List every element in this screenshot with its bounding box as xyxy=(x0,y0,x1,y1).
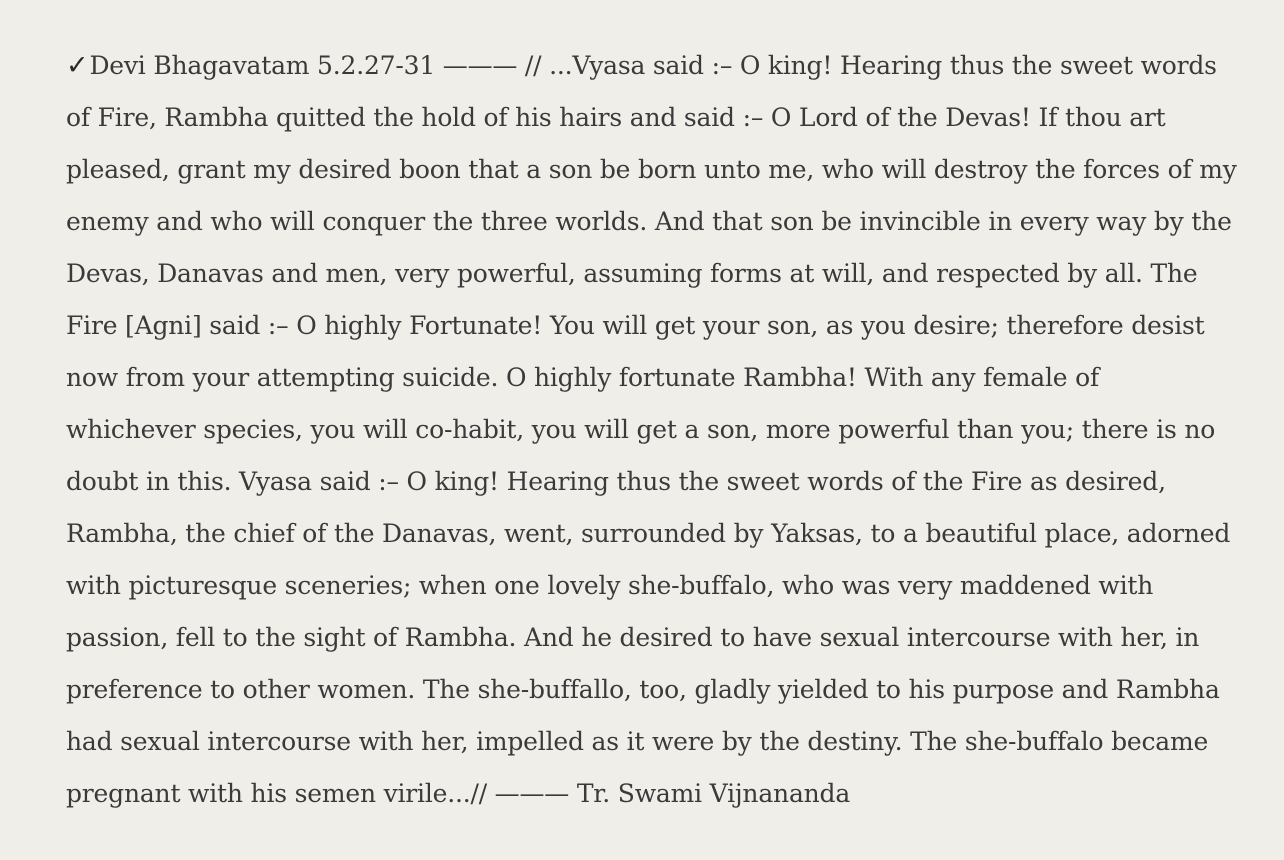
passage-line: with picturesque sceneries; when one lovely she-buffalo, who was very maddened with xyxy=(66,571,1154,600)
passage-line: pregnant with his semen virile...// ——— Tr. Swami Vijnananda xyxy=(66,779,851,808)
passage-line: of Fire, Rambha quitted the hold of his hairs and said :– O Lord of the Devas! If thou art xyxy=(66,103,1166,132)
quoted-passage xyxy=(66,40,1254,820)
passage-line: Rambha, the chief of the Danavas, went, surrounded by Yaksas, to a beautiful place, adorned xyxy=(66,519,1231,548)
passage-line xyxy=(66,40,1254,92)
passage-line: pleased, grant my desired boon that a son be born unto me, who will destroy the forces of my xyxy=(66,155,1237,184)
check-icon: ✓ xyxy=(66,50,89,81)
passage-line: enemy and who will conquer the three worlds. And that son be invincible in every way by the xyxy=(66,207,1232,236)
passage-line: Devas, Danavas and men, very powerful, assuming forms at will, and respected by all. The xyxy=(66,259,1198,288)
passage-line: doubt in this. Vyasa said :– O king! Hearing thus the sweet words of the Fire as desired, xyxy=(66,467,1166,496)
passage-line-text: Devi Bhagavatam 5.2.27-31 ——— // ...Vyasa said :– O king! Hearing thus the sweet words xyxy=(89,51,1217,80)
passage-line: Fire [Agni] said :– O highly Fortunate! You will get your son, as you desire; therefore desist xyxy=(66,311,1205,340)
passage-line: passion, fell to the sight of Rambha. And he desired to have sexual intercourse with her, in xyxy=(66,623,1200,652)
passage-line: preference to other women. The she-buffallo, too, gladly yielded to his purpose and Rambha xyxy=(66,675,1220,704)
passage-line: had sexual intercourse with her, impelled as it were by the destiny. The she-buffalo became xyxy=(66,727,1209,756)
passage-line: whichever species, you will co-habit, you will get a son, more powerful than you; there is no xyxy=(66,415,1216,444)
passage-line: now from your attempting suicide. O highly fortunate Rambha! With any female of xyxy=(66,363,1100,392)
